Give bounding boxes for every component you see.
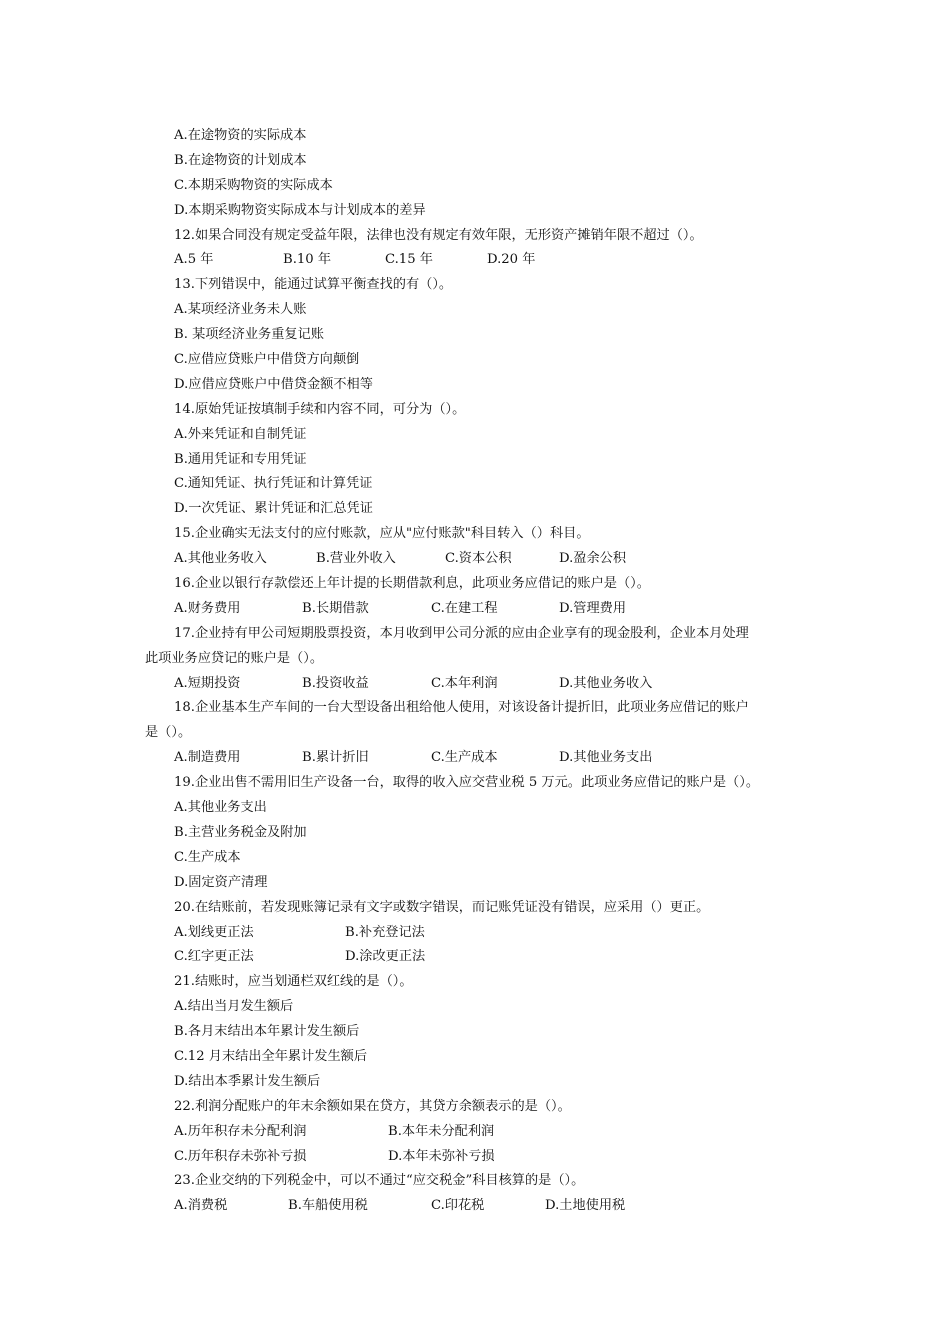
text-line: 12.如果合同没有规定受益年限，法律也没有规定有效年限，无形资产摊销年限不超过（）。: [174, 227, 703, 243]
text-line: A.某项经济业务未人账: [174, 302, 307, 318]
option-item: A.制造费用: [174, 750, 241, 766]
option-item: A.5 年: [174, 252, 214, 268]
options-row: [145, 597, 810, 622]
option-item: B.本年未分配利润: [388, 1123, 495, 1139]
text-line: 16.企业以银行存款偿还上年计提的长期借款利息，此项业务应借记的账户是（）。: [174, 576, 650, 592]
text-line: 22.利润分配账户的年末余额如果在贷方，其贷方余额表示的是（）。: [174, 1098, 571, 1114]
options-row: [145, 1145, 810, 1170]
option-item: C.本年利润: [431, 675, 498, 691]
option-item: D.20 年: [487, 252, 536, 268]
text-line: D.结出本季累计发生额后: [174, 1073, 321, 1089]
option-item: D.本年未弥补亏损: [388, 1148, 495, 1164]
option-item: B.补充登记法: [345, 924, 425, 940]
text-line: 是（）。: [145, 725, 192, 741]
options-row: [145, 746, 810, 771]
option-item: A.其他业务收入: [174, 551, 267, 567]
text-line: 此项业务应贷记的账户是（）。: [145, 650, 324, 666]
option-item: A.短期投资: [174, 675, 241, 691]
text-line: A.其他业务支出: [174, 800, 267, 816]
option-item: C.红字更正法: [174, 949, 254, 965]
text-line: C.通知凭证、执行凭证和计算凭证: [174, 476, 373, 492]
options-row: [145, 248, 810, 273]
text-line: C.生产成本: [174, 849, 241, 865]
option-item: D.管理费用: [559, 600, 627, 616]
options-row: [145, 945, 810, 970]
text-line: 14.原始凭证按填制手续和内容不同，可分为（）。: [174, 401, 466, 417]
option-item: C.生产成本: [431, 750, 498, 766]
option-item: C.历年积存未弥补亏损: [174, 1148, 307, 1164]
text-line: B.主营业务税金及附加: [174, 824, 307, 840]
options-row: [145, 1120, 810, 1145]
option-item: C.在建工程: [431, 600, 498, 616]
text-line: B.各月末结出本年累计发生额后: [174, 1024, 360, 1040]
text-line: A.外来凭证和自制凭证: [174, 426, 307, 442]
option-item: B.投资收益: [302, 675, 369, 691]
text-line: C.本期采购物资的实际成本: [174, 177, 333, 193]
text-line: A.在途物资的实际成本: [174, 128, 307, 143]
option-item: D.盈余公积: [559, 551, 627, 567]
options-row: [145, 547, 810, 572]
text-line: 23.企业交纳的下列税金中，可以不通过“应交税金”科目核算的是（）。: [174, 1173, 585, 1189]
text-line: D.一次凭证、累计凭证和汇总凭证: [174, 501, 373, 517]
option-item: D.土地使用税: [545, 1198, 626, 1214]
text-line: C.12 月末结出全年累计发生额后: [174, 1048, 368, 1064]
text-line: 20.在结账前，若发现账簿记录有文字或数字错误，而记账凭证没有错误，应采用（）更正。: [174, 899, 710, 915]
question-list: [145, 124, 810, 1219]
text-line: 18.企业基本生产车间的一台大型设备出租给他人使用，对该设备计提折旧，此项业务应借记的账户: [174, 700, 749, 716]
options-row: [145, 672, 810, 697]
option-item: D.涂改更正法: [345, 949, 426, 965]
text-line: 17.企业持有甲公司短期股票投资，本月收到甲公司分派的应由企业享有的现金股利，企业本月处理: [174, 625, 749, 641]
option-item: B.10 年: [283, 252, 332, 268]
text-line: 21.结账时，应当划通栏双红线的是（）。: [174, 974, 413, 990]
option-item: D.其他业务支出: [559, 750, 653, 766]
options-row: [145, 921, 810, 946]
option-item: A.消费税: [174, 1198, 228, 1214]
text-line: B. 某项经济业务重复记账: [174, 327, 324, 343]
option-item: C.印花税: [431, 1198, 485, 1214]
text-line: B.在途物资的计划成本: [174, 152, 307, 168]
option-item: B.累计折旧: [302, 750, 369, 766]
text-line: 13.下列错误中，能通过试算平衡查找的有（）。: [174, 277, 453, 293]
options-row: [145, 1194, 810, 1219]
text-line: D.应借应贷账户中借贷金额不相等: [174, 376, 373, 392]
option-item: C.15 年: [385, 252, 433, 268]
text-line: A.结出当月发生额后: [174, 999, 294, 1015]
text-line: 15.企业确实无法支付的应付账款，应从"应付账款"科目转入（）科目。: [174, 526, 590, 542]
text-line: C.应借应贷账户中借贷方向颠倒: [174, 352, 360, 368]
text-line: 19.企业出售不需用旧生产设备一台，取得的收入应交营业税 5 万元。此项业务应借记的账户是（）。: [174, 775, 760, 791]
option-item: D.其他业务收入: [559, 675, 653, 691]
option-item: C.资本公积: [445, 551, 512, 567]
option-item: B.营业外收入: [316, 551, 396, 567]
option-item: A.财务费用: [174, 600, 241, 616]
text-line: D.本期采购物资实际成本与计划成本的差异: [174, 202, 426, 218]
option-item: A.划线更正法: [174, 924, 254, 940]
option-item: B.长期借款: [302, 600, 369, 616]
option-item: A.历年积存未分配利润: [174, 1123, 307, 1139]
text-line: B.通用凭证和专用凭证: [174, 451, 307, 467]
option-item: B.车船使用税: [288, 1198, 368, 1214]
text-line: D.固定资产清理: [174, 874, 268, 890]
